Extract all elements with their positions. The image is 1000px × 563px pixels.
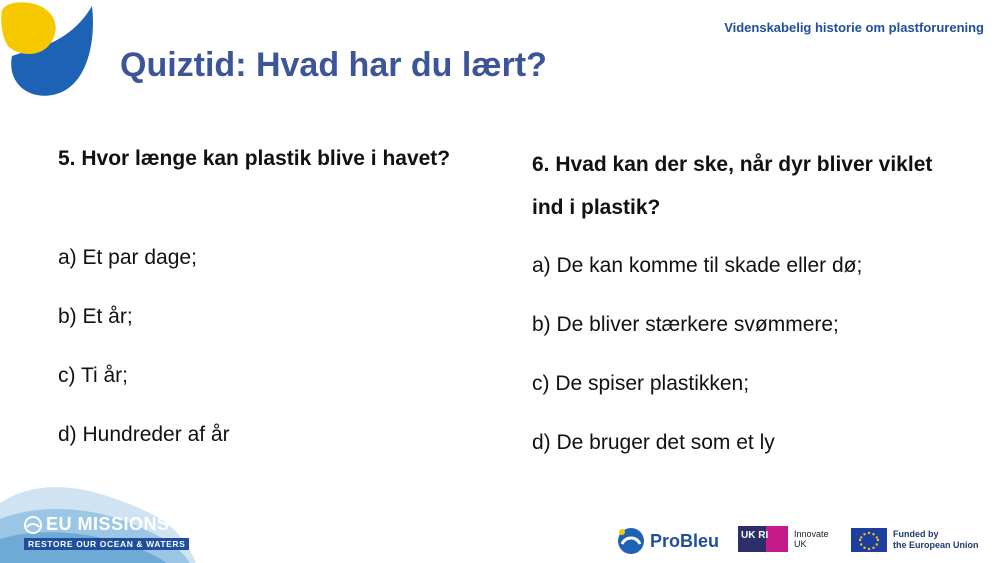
innovate-uk-logo bbox=[738, 524, 834, 554]
innovate-label: Innovate bbox=[794, 529, 829, 539]
funded-by-label: Funded by bbox=[893, 529, 939, 539]
question-6 bbox=[532, 143, 962, 454]
answer-option-d: d) De bruger det som et ly bbox=[532, 431, 775, 454]
answer-option-d: d) Hundreder af år bbox=[58, 423, 230, 446]
probleu-icon bbox=[616, 526, 646, 556]
answer-option-a: a) Et par dage; bbox=[58, 246, 197, 269]
presentation-subtitle: Videnskabelig historie om plastforurening bbox=[724, 20, 984, 35]
answer-option-a: a) De kan komme til skade eller dø; bbox=[532, 254, 863, 277]
answer-option-c: c) De spiser plastikken; bbox=[532, 372, 750, 395]
question-text: 6. Hvad kan der ske, når dyr bliver viklet ind i plastik? bbox=[532, 153, 933, 219]
eu-missions-logo: EU MISSIONS bbox=[46, 514, 170, 534]
eu-missions-tagline: RESTORE OUR OCEAN & WATERS bbox=[24, 538, 189, 550]
eu-missions-icon bbox=[24, 516, 42, 534]
probleu-logo bbox=[616, 526, 719, 556]
question-5 bbox=[58, 137, 488, 446]
answer-option-b: b) De bliver stærkere svømmere; bbox=[532, 313, 839, 336]
ukri-icon bbox=[738, 524, 788, 554]
probleu-label: ProBleu bbox=[650, 530, 720, 551]
answer-option-c: c) Ti år; bbox=[58, 364, 129, 387]
brand-logo-shape bbox=[0, 0, 100, 100]
ukri-mark-text: UK RI bbox=[741, 530, 769, 541]
page-title: Quiztid: Hvad har du lært? bbox=[120, 46, 547, 84]
european-union-label: the European Union bbox=[893, 540, 979, 550]
eu-flag-icon bbox=[851, 528, 887, 552]
question-text: 5. Hvor længe kan plastik blive i havet? bbox=[58, 147, 451, 170]
eu-funded-logo bbox=[851, 528, 983, 552]
answer-option-b: b) Et år; bbox=[58, 305, 133, 328]
uk-label: UK bbox=[794, 539, 807, 549]
